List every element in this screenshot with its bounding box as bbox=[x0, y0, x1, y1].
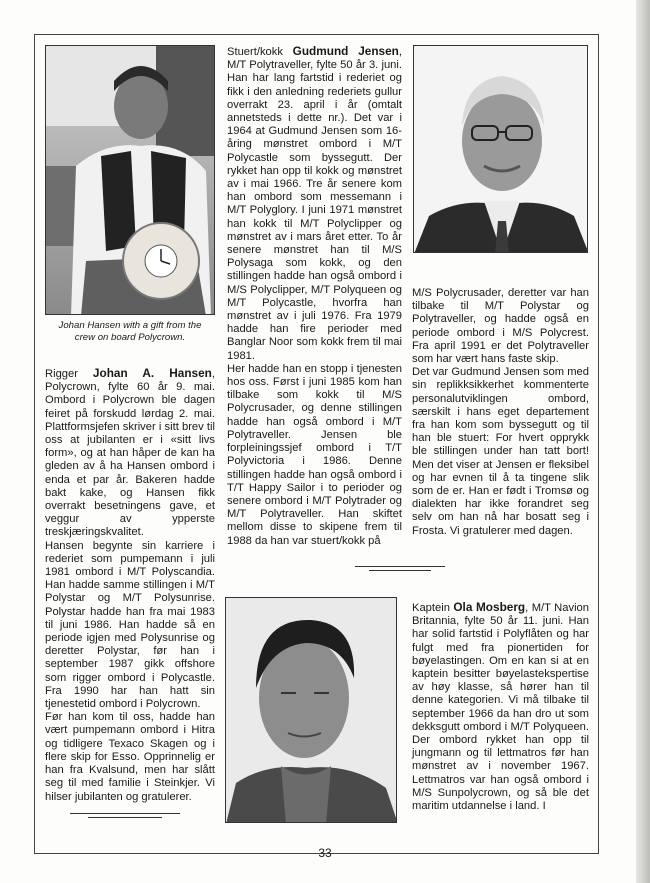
hansen-lead: Rigger bbox=[45, 368, 93, 380]
page-number: 33 bbox=[318, 846, 332, 860]
photo-johan-hansen bbox=[45, 45, 215, 315]
page-edge-shadow bbox=[636, 0, 650, 883]
mosberg-name: Ola Mosberg bbox=[453, 600, 526, 614]
hansen-para-2: Hansen begynte sin karriere i rederiet som pumpemann i juli 1981 ombord i M/T Polyscandia. Han hadde samme stillingen i M/T Polystar og M/T Polysunrise. Polystar hadde han fra mai 1983 til juni 1986. Han hadde så en periode igjen med Polysunrise og deretter Polystar, før han i september 1987 gikk offshore som rigger ombord i Polycastle. Fra 1990 har han hatt sin tjenestetid ombord i Polycrown. bbox=[45, 539, 215, 711]
caption-line-1: Johan Hansen with a gift from the bbox=[58, 320, 202, 331]
caption-line-2: crew on board Polycrown. bbox=[74, 331, 186, 343]
article-gudmund-jensen bbox=[227, 45, 402, 548]
jensen-para-3: M/S Polycrusader, deretter var han tilbake til M/T Polystar og Polytraveller, og hadde også en periode ombord i M/S Polycrest. Fra april 1991 er det Polytraveller som har vært hans faste skip. bbox=[412, 287, 589, 366]
jensen-lead: Stuert/kokk bbox=[227, 46, 293, 58]
jensen-para-2: Her hadde han en stopp i tjenesten hos oss. Først i juni 1985 kom han tilbake som kokk til M/S Polycrusader, og denne stillingen hadde han også ombord i M/T Polytraveller. Jensen ble forpleiningssjef ombord i T/T Polyvictoria i 1986. Denne stillingen hadde han også ombord i T/T Happy Sailor i to perioder og senere ombord i M/T Polytrader og M/T Polytraveller. Han skiftet mellom disse to skipene frem til 1988 da han var stuert/kokk på bbox=[227, 362, 402, 547]
jensen-name: Gudmund Jensen bbox=[292, 44, 399, 58]
ornament-rule bbox=[70, 813, 180, 819]
article-johan-hansen bbox=[45, 367, 215, 804]
mosberg-lead: Kaptein bbox=[412, 602, 454, 614]
hansen-para-3: Før han kom til oss, hadde han vært pumpemann ombord i Hitra og tidligere Texaco Skagen og i flere skip for Esso. Opprinnelig er han fra Kvalsund, men har slått seg til med familie i Steinkjer. Vi hilser jubilanten og gratulerer. bbox=[45, 711, 215, 803]
ornament-rule bbox=[355, 566, 445, 572]
hansen-text-1: , Polycrown, fylte 60 år 9. mai. Ombord i Polycrown ble dagen feiret på forskudd lørdag 2. mai. Plattformsjefen skriver i sitt brev til oss at jubilanten er i «sitt livs form», og at han håper de kan ha gleden av å ha Hansen ombord i enda et par år. Bakeren hadde bakt kake, og Hansen fikk overrakt besetningens gave, et veggur av ypperste treskjæringskvalitet. bbox=[45, 368, 215, 539]
article-ola-mosberg bbox=[412, 601, 589, 813]
photo-caption bbox=[45, 320, 215, 343]
mosberg-para-1 bbox=[412, 601, 589, 813]
article-gudmund-jensen-cont bbox=[412, 287, 589, 538]
mosberg-text-1: , M/T Navion Britannia, fylte 50 år 11. juni. Han har solid fartstid i Polyflåten og har fulgt med fra pionertiden for bøyelastingen. Om en kan si at en kaptein besitter bøyelastekspertise av høy klasse, så hører han til denne kategorien. Vi må tilbake til september 1966 da han dro ut som dekksgutt ombord i M/T Polyqueen. Der ombord rykket han opp til jungmann og til lettmatros før han mønstret av i november 1967. Lettmatros var han også ombord i M/S Sunpolycrown, og så ble det maritim utdannelse i land. I bbox=[412, 602, 589, 813]
hansen-name: Johan A. Hansen bbox=[92, 366, 212, 380]
jensen-para-1 bbox=[227, 45, 402, 363]
photo-gudmund-jensen bbox=[413, 45, 588, 253]
photo-ola-mosberg bbox=[225, 597, 397, 823]
hansen-para-1 bbox=[45, 367, 215, 540]
jensen-text-1: , M/T Polytraveller, fylte 50 år 3. juni. Han har lang fartstid i rederiet og fikk i den anledning rederiets gullur overrakt 23. april i år (omtalt annetsteds i dette nr.). Det var i 1964 at Gudmund Jensen som 16-åring mønstret ombord i M/T Polycastle som byssegutt. Der rykket han opp til kokk og mønstret av i mai 1966. Tre år senere kom han ombord som messemann i M/T Polyglory. I juni 1971 mønstret han kokk til M/T Polyclipper og mønstret av i mars året etter. To år senere mønstret han til M/S Polysaga som kokk, og den stillingen hadde han også ombord i M/S Polyclipper, M/T Polyqueen og M/T Polycastle, hvorfra han mønstret av i juli 1976. Fra 1979 hadde han fire perioder med Banglar Noor som kokk frem til mai 1981. bbox=[227, 46, 402, 362]
jensen-para-4: Det var Gudmund Jensen som med sin replikksikkerhet kommenterte personalutviklingen ombord, særskilt i hans eget departement fra han kom som byssegutt og til han ble stuert: For hvert opprykk ble stillingen under han tatt bort! Men det viser at Jensen er fleksibel og har evnen til å ta tingene slik som de er. Han er født i Tromsø og dialekten har ikke forandret seg selv om han nå har bosatt seg i Frosta. Vi gratulerer med dagen. bbox=[412, 366, 589, 537]
